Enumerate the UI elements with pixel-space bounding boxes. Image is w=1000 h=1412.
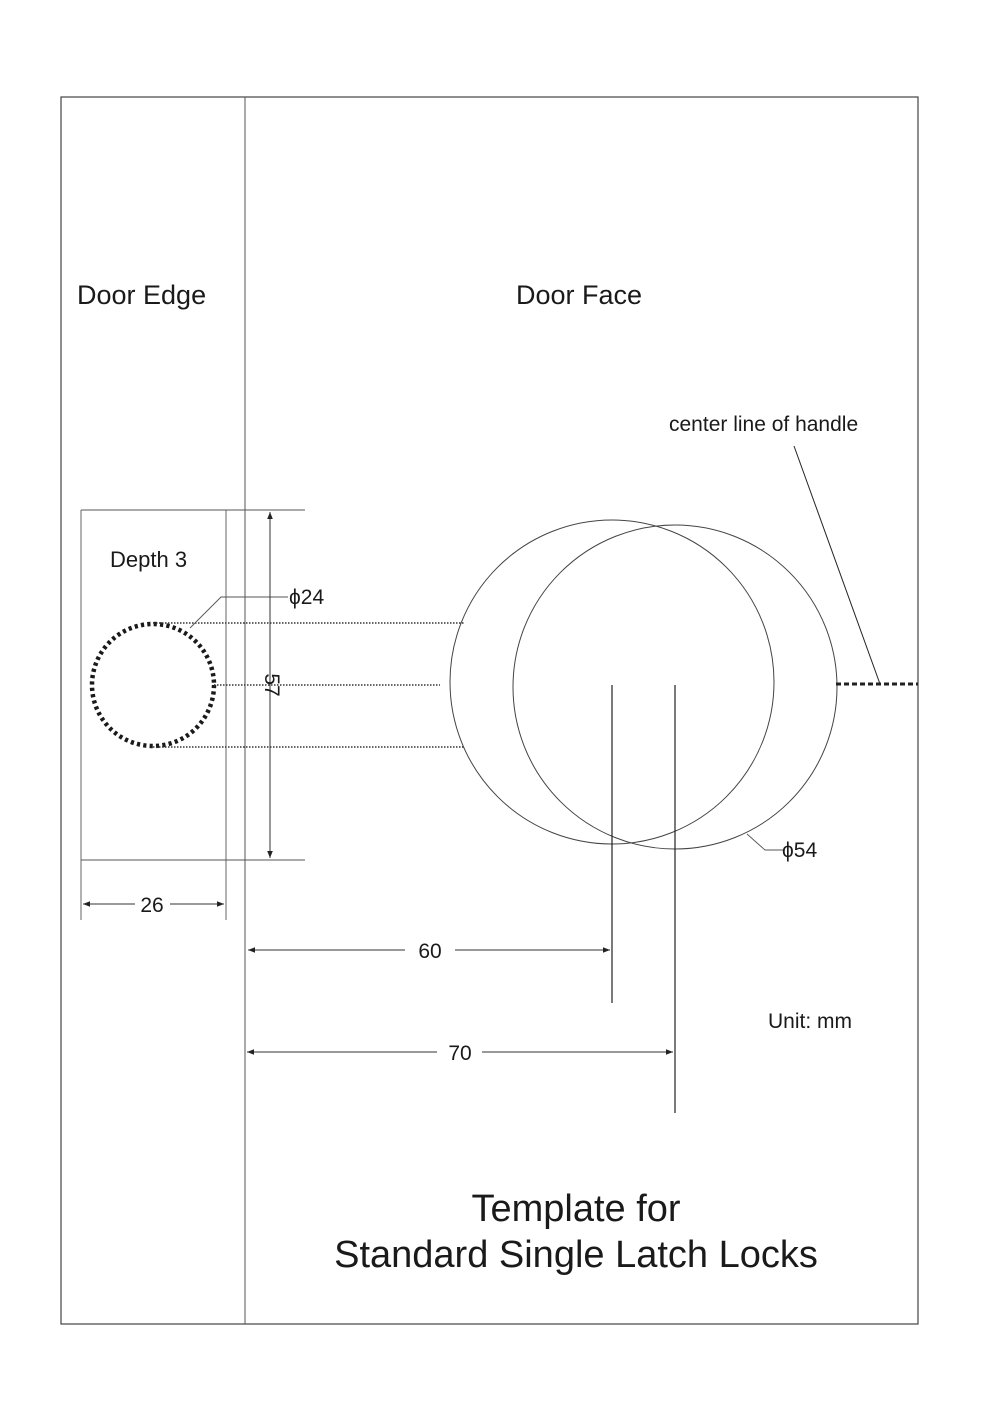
dim-60-label: 60 [418, 940, 442, 963]
centerline-handle-leader [794, 446, 880, 684]
dim-57-label: 57 [260, 673, 283, 697]
depth-label: Depth 3 [110, 547, 188, 572]
projection-lines [153, 623, 465, 747]
dim-26-label: 26 [140, 894, 164, 917]
title-line-2: Standard Single Latch Locks [334, 1234, 818, 1276]
centerline-handle-label: center line of handle [669, 413, 859, 436]
dim-70-label: 70 [448, 1042, 472, 1065]
door-face-label: Door Face [516, 280, 643, 310]
phi24-label: ϕ24 [289, 586, 325, 609]
phi54-leader [747, 834, 784, 850]
title-line-1: Template for [471, 1188, 681, 1230]
latch-hole [92, 624, 214, 746]
phi54-label: ϕ54 [782, 839, 818, 862]
door-edge-label: Door Edge [77, 280, 207, 310]
unit-label: Unit: mm [768, 1010, 852, 1033]
